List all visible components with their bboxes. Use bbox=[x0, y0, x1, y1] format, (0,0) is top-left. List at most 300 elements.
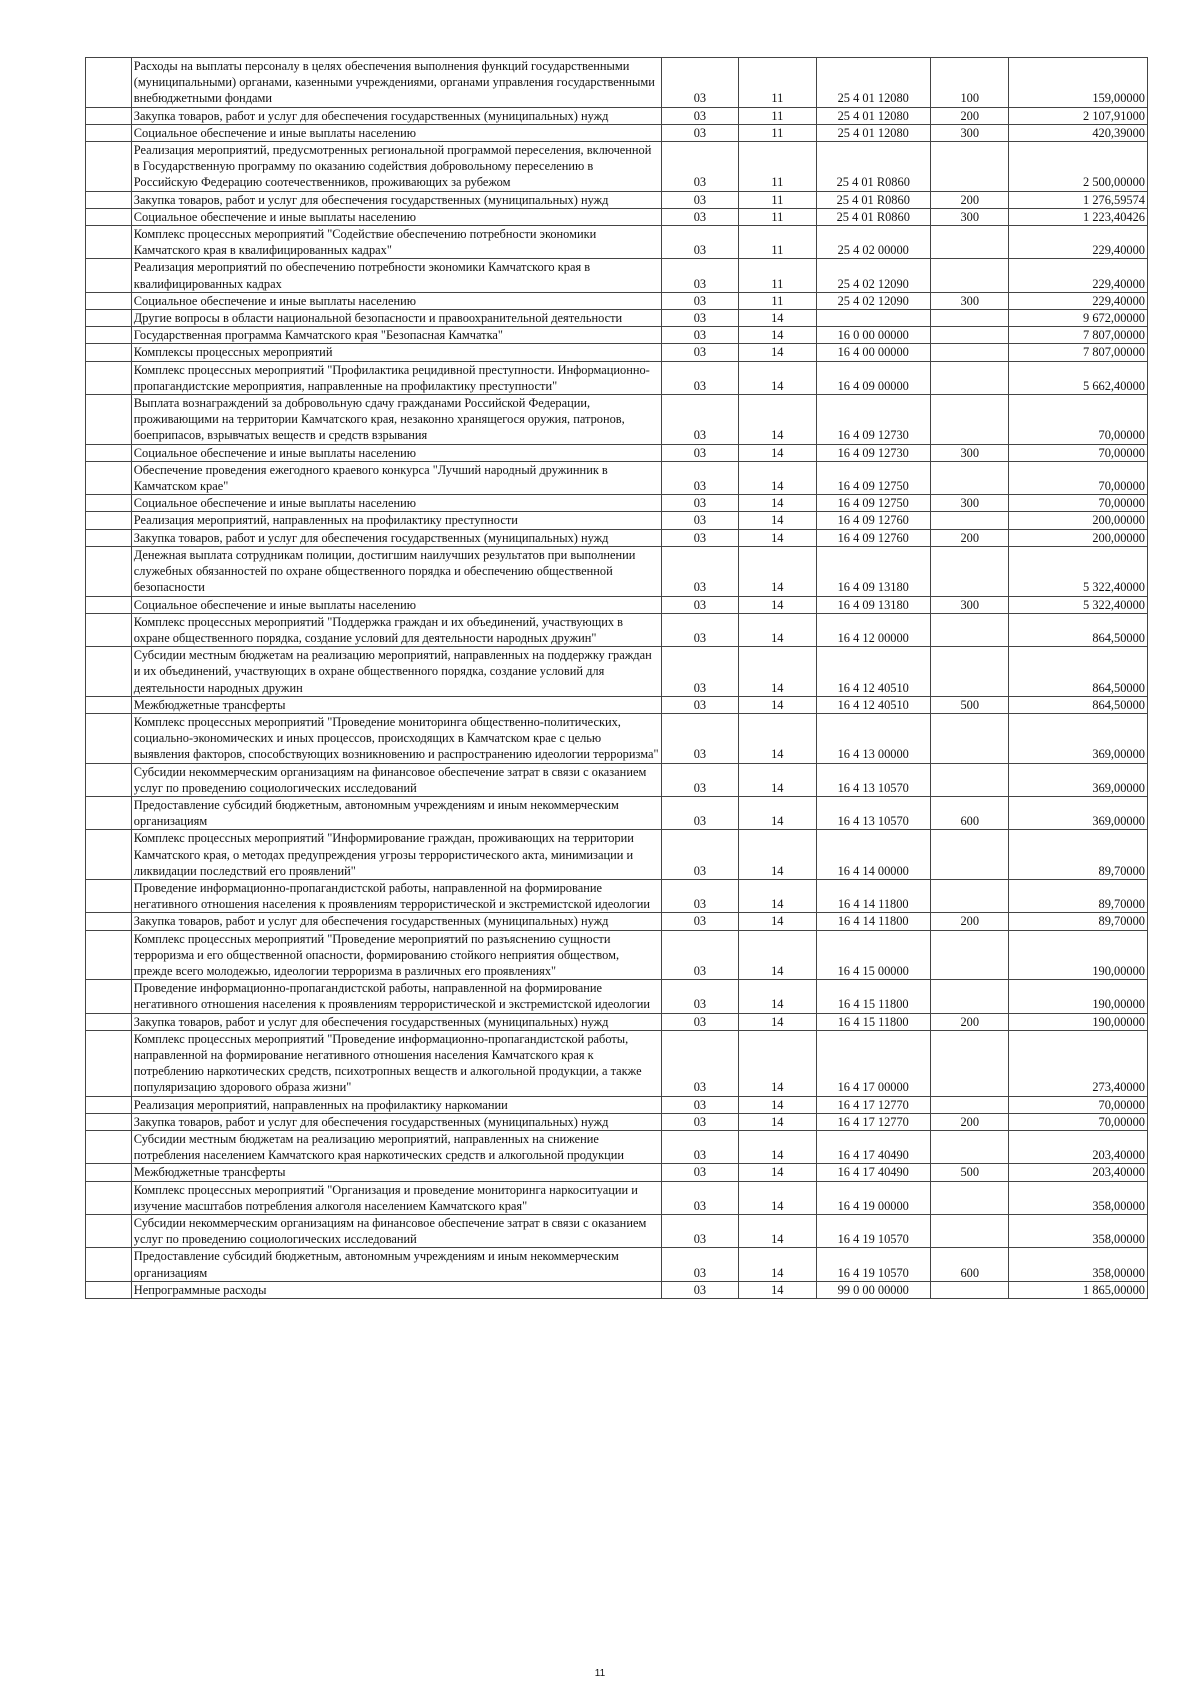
row-amount: 89,70000 bbox=[1009, 879, 1148, 912]
row-margin-cell bbox=[86, 830, 132, 880]
row-name: Комплексы процессных мероприятий bbox=[131, 344, 661, 361]
row-section: 03 bbox=[661, 529, 738, 546]
row-margin-cell bbox=[86, 796, 132, 829]
row-amount: 70,00000 bbox=[1009, 1096, 1148, 1113]
row-section: 03 bbox=[661, 259, 738, 292]
row-section: 03 bbox=[661, 546, 738, 596]
row-margin-cell bbox=[86, 259, 132, 292]
row-expense-type bbox=[930, 546, 1009, 596]
row-section: 03 bbox=[661, 713, 738, 763]
table-row bbox=[86, 512, 1148, 529]
row-expense-type bbox=[930, 1096, 1009, 1113]
row-target-article: 16 4 19 00000 bbox=[816, 1181, 930, 1214]
row-name: Субсидии некоммерческим организациям на финансовое обеспечение затрат в связи с оказанием услуг по проведению социологических исследований bbox=[131, 1215, 661, 1248]
row-amount: 273,40000 bbox=[1009, 1030, 1148, 1096]
row-name: Закупка товаров, работ и услуг для обеспечения государственных (муниципальных) нужд bbox=[131, 1113, 661, 1130]
row-name: Социальное обеспечение и иные выплаты населению bbox=[131, 124, 661, 141]
row-target-article: 16 4 09 13180 bbox=[816, 546, 930, 596]
row-target-article: 16 4 13 10570 bbox=[816, 763, 930, 796]
row-amount: 9 672,00000 bbox=[1009, 310, 1148, 327]
row-margin-cell bbox=[86, 208, 132, 225]
row-expense-type: 200 bbox=[930, 529, 1009, 546]
row-name: Комплекс процессных мероприятий "Информирование граждан, проживающих на территории Камчатского края, о методах предупреждения угрозы террористического акта, минимизации и ликвидации последствий его проявлений" bbox=[131, 830, 661, 880]
row-margin-cell bbox=[86, 713, 132, 763]
row-amount: 420,39000 bbox=[1009, 124, 1148, 141]
row-subsection: 14 bbox=[739, 444, 816, 461]
row-amount: 2 500,00000 bbox=[1009, 142, 1148, 192]
row-margin-cell bbox=[86, 1281, 132, 1298]
row-amount: 369,00000 bbox=[1009, 796, 1148, 829]
row-target-article: 16 4 12 00000 bbox=[816, 613, 930, 646]
row-margin-cell bbox=[86, 1131, 132, 1164]
row-subsection: 11 bbox=[739, 191, 816, 208]
row-name: Комплекс процессных мероприятий "Содействие обеспечению потребности экономики Камчатского края в квалифицированных кадрах" bbox=[131, 226, 661, 259]
row-target-article: 16 4 17 40490 bbox=[816, 1131, 930, 1164]
row-expense-type: 300 bbox=[930, 292, 1009, 309]
row-target-article: 16 4 19 10570 bbox=[816, 1215, 930, 1248]
row-margin-cell bbox=[86, 1215, 132, 1248]
row-subsection: 14 bbox=[739, 830, 816, 880]
row-amount: 229,40000 bbox=[1009, 292, 1148, 309]
row-amount: 203,40000 bbox=[1009, 1164, 1148, 1181]
row-amount: 200,00000 bbox=[1009, 529, 1148, 546]
row-margin-cell bbox=[86, 696, 132, 713]
row-subsection: 14 bbox=[739, 696, 816, 713]
row-target-article: 16 4 14 11800 bbox=[816, 913, 930, 930]
row-name: Закупка товаров, работ и услуг для обеспечения государственных (муниципальных) нужд bbox=[131, 529, 661, 546]
row-amount: 190,00000 bbox=[1009, 1013, 1148, 1030]
row-section: 03 bbox=[661, 361, 738, 394]
row-section: 03 bbox=[661, 310, 738, 327]
row-amount: 159,00000 bbox=[1009, 58, 1148, 108]
row-section: 03 bbox=[661, 444, 738, 461]
row-amount: 864,50000 bbox=[1009, 696, 1148, 713]
row-target-article: 25 4 01 R0860 bbox=[816, 208, 930, 225]
row-section: 03 bbox=[661, 208, 738, 225]
row-target-article: 16 4 12 40510 bbox=[816, 647, 930, 697]
row-name: Выплата вознаграждений за добровольную сдачу гражданами Российской Федерации, проживающими на территории Камчатского края, незаконно хранящегося оружия, патронов, боеприпасов, взрывчатых веществ и средств взрывания bbox=[131, 395, 661, 445]
row-amount: 70,00000 bbox=[1009, 395, 1148, 445]
row-section: 03 bbox=[661, 142, 738, 192]
row-section: 03 bbox=[661, 512, 738, 529]
row-target-article: 25 4 01 R0860 bbox=[816, 142, 930, 192]
row-amount: 1 223,40426 bbox=[1009, 208, 1148, 225]
table-row bbox=[86, 327, 1148, 344]
row-margin-cell bbox=[86, 361, 132, 394]
row-section: 03 bbox=[661, 226, 738, 259]
row-margin-cell bbox=[86, 1248, 132, 1281]
row-subsection: 14 bbox=[739, 647, 816, 697]
row-subsection: 11 bbox=[739, 259, 816, 292]
row-amount: 2 107,91000 bbox=[1009, 107, 1148, 124]
row-expense-type bbox=[930, 142, 1009, 192]
row-expense-type bbox=[930, 344, 1009, 361]
row-target-article: 16 4 15 11800 bbox=[816, 1013, 930, 1030]
table-row bbox=[86, 713, 1148, 763]
row-expense-type bbox=[930, 395, 1009, 445]
table-row bbox=[86, 292, 1148, 309]
row-name: Комплекс процессных мероприятий "Проведение информационно-пропагандистской работы, направленной на формирование негативного отношения населения Камчатского края к потреблению наркотических средств, психотропных веществ и алкогольной продукции, а также популяризацию здорового образа жизни" bbox=[131, 1030, 661, 1096]
row-target-article: 16 4 09 00000 bbox=[816, 361, 930, 394]
row-target-article: 16 4 12 40510 bbox=[816, 696, 930, 713]
row-amount: 89,70000 bbox=[1009, 913, 1148, 930]
row-subsection: 14 bbox=[739, 613, 816, 646]
row-amount: 864,50000 bbox=[1009, 647, 1148, 697]
row-section: 03 bbox=[661, 1096, 738, 1113]
table-row bbox=[86, 395, 1148, 445]
row-name: Предоставление субсидий бюджетным, автономным учреждениям и иным некоммерческим организациям bbox=[131, 796, 661, 829]
row-expense-type bbox=[930, 259, 1009, 292]
row-name: Расходы на выплаты персоналу в целях обеспечения выполнения функций государственными (муниципальными) органами, казенными учреждениями, органами управления государственными внебюджетными фондами bbox=[131, 58, 661, 108]
row-name: Закупка товаров, работ и услуг для обеспечения государственных (муниципальных) нужд bbox=[131, 191, 661, 208]
row-margin-cell bbox=[86, 124, 132, 141]
row-amount: 369,00000 bbox=[1009, 763, 1148, 796]
row-name: Реализация мероприятий по обеспечению потребности экономики Камчатского края в квалифицированных кадрах bbox=[131, 259, 661, 292]
row-margin-cell bbox=[86, 596, 132, 613]
row-name: Межбюджетные трансферты bbox=[131, 696, 661, 713]
row-target-article: 16 4 09 12750 bbox=[816, 495, 930, 512]
row-expense-type bbox=[930, 763, 1009, 796]
row-amount: 358,00000 bbox=[1009, 1215, 1148, 1248]
row-expense-type bbox=[930, 647, 1009, 697]
row-margin-cell bbox=[86, 461, 132, 494]
row-amount: 229,40000 bbox=[1009, 259, 1148, 292]
row-name: Закупка товаров, работ и услуг для обеспечения государственных (муниципальных) нужд bbox=[131, 107, 661, 124]
row-subsection: 14 bbox=[739, 763, 816, 796]
row-margin-cell bbox=[86, 879, 132, 912]
table-row bbox=[86, 226, 1148, 259]
row-margin-cell bbox=[86, 647, 132, 697]
table-row bbox=[86, 310, 1148, 327]
row-amount: 89,70000 bbox=[1009, 830, 1148, 880]
row-section: 03 bbox=[661, 596, 738, 613]
table-row bbox=[86, 830, 1148, 880]
row-section: 03 bbox=[661, 1030, 738, 1096]
row-expense-type bbox=[930, 226, 1009, 259]
row-expense-type: 200 bbox=[930, 1113, 1009, 1130]
row-name: Субсидии некоммерческим организациям на финансовое обеспечение затрат в связи с оказанием услуг по проведению социологических исследований bbox=[131, 763, 661, 796]
row-expense-type: 300 bbox=[930, 495, 1009, 512]
row-target-article: 16 4 19 10570 bbox=[816, 1248, 930, 1281]
row-section: 03 bbox=[661, 495, 738, 512]
row-subsection: 14 bbox=[739, 512, 816, 529]
row-margin-cell bbox=[86, 495, 132, 512]
row-expense-type: 200 bbox=[930, 1013, 1009, 1030]
row-target-article: 16 4 09 12730 bbox=[816, 395, 930, 445]
row-margin-cell bbox=[86, 107, 132, 124]
row-expense-type bbox=[930, 1131, 1009, 1164]
row-margin-cell bbox=[86, 529, 132, 546]
row-margin-cell bbox=[86, 395, 132, 445]
table-row bbox=[86, 124, 1148, 141]
row-subsection: 14 bbox=[739, 310, 816, 327]
row-target-article: 16 4 15 00000 bbox=[816, 930, 930, 980]
row-expense-type bbox=[930, 1215, 1009, 1248]
row-section: 03 bbox=[661, 879, 738, 912]
table-row bbox=[86, 1131, 1148, 1164]
row-margin-cell bbox=[86, 1113, 132, 1130]
table-row bbox=[86, 1281, 1148, 1298]
row-section: 03 bbox=[661, 913, 738, 930]
table-row bbox=[86, 1113, 1148, 1130]
table-row bbox=[86, 1013, 1148, 1030]
row-name: Комплекс процессных мероприятий "Проведение мониторинга общественно-политических, социально-экономических и иных процессов, происходящих в Камчатском крае с целью выявления факторов, способствующих возникновению и распространению идеологии терроризма" bbox=[131, 713, 661, 763]
row-name: Социальное обеспечение и иные выплаты населению bbox=[131, 208, 661, 225]
table-row bbox=[86, 596, 1148, 613]
row-subsection: 11 bbox=[739, 142, 816, 192]
row-expense-type: 200 bbox=[930, 191, 1009, 208]
row-amount: 369,00000 bbox=[1009, 713, 1148, 763]
row-target-article: 25 4 02 12090 bbox=[816, 292, 930, 309]
row-subsection: 14 bbox=[739, 1181, 816, 1214]
row-target-article: 16 4 14 00000 bbox=[816, 830, 930, 880]
row-section: 03 bbox=[661, 1248, 738, 1281]
row-margin-cell bbox=[86, 58, 132, 108]
row-subsection: 11 bbox=[739, 107, 816, 124]
row-amount: 864,50000 bbox=[1009, 613, 1148, 646]
row-target-article: 16 4 09 13180 bbox=[816, 596, 930, 613]
row-target-article bbox=[816, 310, 930, 327]
row-section: 03 bbox=[661, 1131, 738, 1164]
row-section: 03 bbox=[661, 647, 738, 697]
row-amount: 358,00000 bbox=[1009, 1181, 1148, 1214]
row-section: 03 bbox=[661, 763, 738, 796]
row-expense-type bbox=[930, 327, 1009, 344]
row-margin-cell bbox=[86, 1164, 132, 1181]
table-row bbox=[86, 980, 1148, 1013]
row-subsection: 14 bbox=[739, 980, 816, 1013]
row-section: 03 bbox=[661, 930, 738, 980]
row-section: 03 bbox=[661, 980, 738, 1013]
row-name: Межбюджетные трансферты bbox=[131, 1164, 661, 1181]
row-subsection: 14 bbox=[739, 461, 816, 494]
row-name: Реализация мероприятий, направленных на профилактику преступности bbox=[131, 512, 661, 529]
table-row bbox=[86, 796, 1148, 829]
row-section: 03 bbox=[661, 107, 738, 124]
table-row bbox=[86, 529, 1148, 546]
table-row bbox=[86, 58, 1148, 108]
row-subsection: 14 bbox=[739, 713, 816, 763]
row-expense-type: 600 bbox=[930, 796, 1009, 829]
row-subsection: 14 bbox=[739, 344, 816, 361]
row-subsection: 14 bbox=[739, 879, 816, 912]
row-expense-type: 100 bbox=[930, 58, 1009, 108]
row-name: Закупка товаров, работ и услуг для обеспечения государственных (муниципальных) нужд bbox=[131, 1013, 661, 1030]
row-name: Закупка товаров, работ и услуг для обеспечения государственных (муниципальных) нужд bbox=[131, 913, 661, 930]
row-subsection: 14 bbox=[739, 1131, 816, 1164]
row-amount: 70,00000 bbox=[1009, 461, 1148, 494]
row-subsection: 14 bbox=[739, 495, 816, 512]
row-section: 03 bbox=[661, 1281, 738, 1298]
row-margin-cell bbox=[86, 444, 132, 461]
row-subsection: 14 bbox=[739, 361, 816, 394]
row-margin-cell bbox=[86, 980, 132, 1013]
row-name: Проведение информационно-пропагандистской работы, направленной на формирование негативного отношения населения к проявлениям террористической и экстремистской идеологии bbox=[131, 879, 661, 912]
page-number: 11 bbox=[594, 1668, 606, 1679]
row-subsection: 14 bbox=[739, 930, 816, 980]
row-expense-type bbox=[930, 461, 1009, 494]
row-section: 03 bbox=[661, 461, 738, 494]
table-row bbox=[86, 913, 1148, 930]
row-margin-cell bbox=[86, 512, 132, 529]
row-margin-cell bbox=[86, 310, 132, 327]
row-subsection: 14 bbox=[739, 1030, 816, 1096]
row-amount: 7 807,00000 bbox=[1009, 344, 1148, 361]
row-name: Государственная программа Камчатского края "Безопасная Камчатка" bbox=[131, 327, 661, 344]
row-margin-cell bbox=[86, 292, 132, 309]
table-row bbox=[86, 1096, 1148, 1113]
row-subsection: 14 bbox=[739, 1013, 816, 1030]
row-subsection: 14 bbox=[739, 913, 816, 930]
row-name: Денежная выплата сотрудникам полиции, достигшим наилучших результатов при выполнении служебных обязанностей по охране общественного порядка и обеспечению общественной безопасности bbox=[131, 546, 661, 596]
row-amount: 190,00000 bbox=[1009, 980, 1148, 1013]
row-expense-type: 500 bbox=[930, 696, 1009, 713]
row-margin-cell bbox=[86, 1013, 132, 1030]
row-section: 03 bbox=[661, 613, 738, 646]
row-margin-cell bbox=[86, 913, 132, 930]
table-row bbox=[86, 763, 1148, 796]
row-section: 03 bbox=[661, 696, 738, 713]
row-name: Субсидии местным бюджетам на реализацию мероприятий, направленных на снижение потребления населением Камчатского края наркотических средств и алкогольной продукции bbox=[131, 1131, 661, 1164]
row-subsection: 14 bbox=[739, 546, 816, 596]
row-expense-type bbox=[930, 1181, 1009, 1214]
row-subsection: 11 bbox=[739, 124, 816, 141]
row-subsection: 14 bbox=[739, 1113, 816, 1130]
row-target-article: 25 4 01 12080 bbox=[816, 107, 930, 124]
row-expense-type: 500 bbox=[930, 1164, 1009, 1181]
row-name: Социальное обеспечение и иные выплаты населению bbox=[131, 292, 661, 309]
row-section: 03 bbox=[661, 344, 738, 361]
row-expense-type bbox=[930, 713, 1009, 763]
row-subsection: 14 bbox=[739, 395, 816, 445]
row-section: 03 bbox=[661, 1181, 738, 1214]
row-amount: 203,40000 bbox=[1009, 1131, 1148, 1164]
row-target-article: 16 4 09 12760 bbox=[816, 529, 930, 546]
row-amount: 70,00000 bbox=[1009, 444, 1148, 461]
row-margin-cell bbox=[86, 1096, 132, 1113]
row-amount: 190,00000 bbox=[1009, 930, 1148, 980]
row-target-article: 16 4 14 11800 bbox=[816, 879, 930, 912]
row-margin-cell bbox=[86, 327, 132, 344]
row-subsection: 14 bbox=[739, 1215, 816, 1248]
table-row bbox=[86, 1215, 1148, 1248]
row-name: Другие вопросы в области национальной безопасности и правоохранительной деятельности bbox=[131, 310, 661, 327]
table-row bbox=[86, 107, 1148, 124]
row-target-article: 16 4 00 00000 bbox=[816, 344, 930, 361]
table-row bbox=[86, 647, 1148, 697]
row-target-article: 25 4 01 R0860 bbox=[816, 191, 930, 208]
row-expense-type bbox=[930, 879, 1009, 912]
row-target-article: 16 0 00 00000 bbox=[816, 327, 930, 344]
row-amount: 5 322,40000 bbox=[1009, 596, 1148, 613]
row-target-article: 16 4 09 12750 bbox=[816, 461, 930, 494]
row-margin-cell bbox=[86, 763, 132, 796]
row-margin-cell bbox=[86, 344, 132, 361]
row-amount: 5 662,40000 bbox=[1009, 361, 1148, 394]
row-expense-type bbox=[930, 310, 1009, 327]
row-subsection: 11 bbox=[739, 208, 816, 225]
row-name: Обеспечение проведения ежегодного краевого конкурса "Лучший народный дружинник в Камчатском крае" bbox=[131, 461, 661, 494]
table-row bbox=[86, 344, 1148, 361]
row-target-article: 25 4 02 00000 bbox=[816, 226, 930, 259]
table-row bbox=[86, 1181, 1148, 1214]
row-amount: 70,00000 bbox=[1009, 495, 1148, 512]
row-margin-cell bbox=[86, 191, 132, 208]
row-name: Предоставление субсидий бюджетным, автономным учреждениям и иным некоммерческим организациям bbox=[131, 1248, 661, 1281]
row-name: Непрограммные расходы bbox=[131, 1281, 661, 1298]
row-name: Комплекс процессных мероприятий "Поддержка граждан и их объединений, участвующих в охране общественного порядка, создание условий для деятельности народных дружин" bbox=[131, 613, 661, 646]
row-amount: 200,00000 bbox=[1009, 512, 1148, 529]
row-target-article: 25 4 02 12090 bbox=[816, 259, 930, 292]
row-amount: 70,00000 bbox=[1009, 1113, 1148, 1130]
row-subsection: 14 bbox=[739, 596, 816, 613]
row-name: Социальное обеспечение и иные выплаты населению bbox=[131, 444, 661, 461]
table-row bbox=[86, 546, 1148, 596]
row-target-article: 99 0 00 00000 bbox=[816, 1281, 930, 1298]
row-name: Социальное обеспечение и иные выплаты населению bbox=[131, 495, 661, 512]
row-expense-type bbox=[930, 1281, 1009, 1298]
row-expense-type bbox=[930, 613, 1009, 646]
row-margin-cell bbox=[86, 613, 132, 646]
row-subsection: 11 bbox=[739, 292, 816, 309]
row-amount: 229,40000 bbox=[1009, 226, 1148, 259]
row-amount: 7 807,00000 bbox=[1009, 327, 1148, 344]
row-target-article: 16 4 15 11800 bbox=[816, 980, 930, 1013]
row-expense-type bbox=[930, 830, 1009, 880]
row-subsection: 11 bbox=[739, 226, 816, 259]
row-subsection: 14 bbox=[739, 1164, 816, 1181]
table-row bbox=[86, 361, 1148, 394]
table-row bbox=[86, 1164, 1148, 1181]
table-row bbox=[86, 461, 1148, 494]
row-section: 03 bbox=[661, 1113, 738, 1130]
row-expense-type: 200 bbox=[930, 107, 1009, 124]
row-expense-type bbox=[930, 930, 1009, 980]
budget-table bbox=[85, 57, 1148, 1299]
row-target-article: 16 4 17 00000 bbox=[816, 1030, 930, 1096]
row-amount: 1 865,00000 bbox=[1009, 1281, 1148, 1298]
row-section: 03 bbox=[661, 796, 738, 829]
row-section: 03 bbox=[661, 1164, 738, 1181]
row-expense-type bbox=[930, 1030, 1009, 1096]
row-subsection: 14 bbox=[739, 327, 816, 344]
row-margin-cell bbox=[86, 226, 132, 259]
row-name: Комплекс процессных мероприятий "Проведение мероприятий по разъяснению сущности терроризма и его общественной опасности, формированию стойкого неприятия обществом, прежде всего молодежью, идеологии терроризма в различных его проявлениях" bbox=[131, 930, 661, 980]
row-section: 03 bbox=[661, 327, 738, 344]
row-name: Субсидии местным бюджетам на реализацию мероприятий, направленных на поддержку граждан и их объединений, участвующих в охране общественного порядка, создание условий для деятельности народных дружин bbox=[131, 647, 661, 697]
table-row bbox=[86, 259, 1148, 292]
row-name: Комплекс процессных мероприятий "Профилактика рецидивной преступности. Информационно-пропагандистские мероприятия, направленные на профилактику преступности" bbox=[131, 361, 661, 394]
row-section: 03 bbox=[661, 395, 738, 445]
row-section: 03 bbox=[661, 124, 738, 141]
row-name: Социальное обеспечение и иные выплаты населению bbox=[131, 596, 661, 613]
row-target-article: 16 4 09 12760 bbox=[816, 512, 930, 529]
table-row bbox=[86, 191, 1148, 208]
row-expense-type bbox=[930, 980, 1009, 1013]
row-section: 03 bbox=[661, 58, 738, 108]
row-name: Реализация мероприятий, предусмотренных региональной программой переселения, включенной в Государственную программу по оказанию содействия добровольному переселению в Российскую Федерацию соотечественников, проживающих за рубежом bbox=[131, 142, 661, 192]
row-expense-type: 600 bbox=[930, 1248, 1009, 1281]
row-expense-type: 300 bbox=[930, 596, 1009, 613]
row-expense-type bbox=[930, 512, 1009, 529]
row-expense-type bbox=[930, 361, 1009, 394]
row-subsection: 11 bbox=[739, 58, 816, 108]
row-section: 03 bbox=[661, 1215, 738, 1248]
row-section: 03 bbox=[661, 1013, 738, 1030]
row-target-article: 25 4 01 12080 bbox=[816, 58, 930, 108]
row-name: Проведение информационно-пропагандистской работы, направленной на формирование негативного отношения населения к проявлениям террористической и экстремистской идеологии bbox=[131, 980, 661, 1013]
row-expense-type: 300 bbox=[930, 444, 1009, 461]
